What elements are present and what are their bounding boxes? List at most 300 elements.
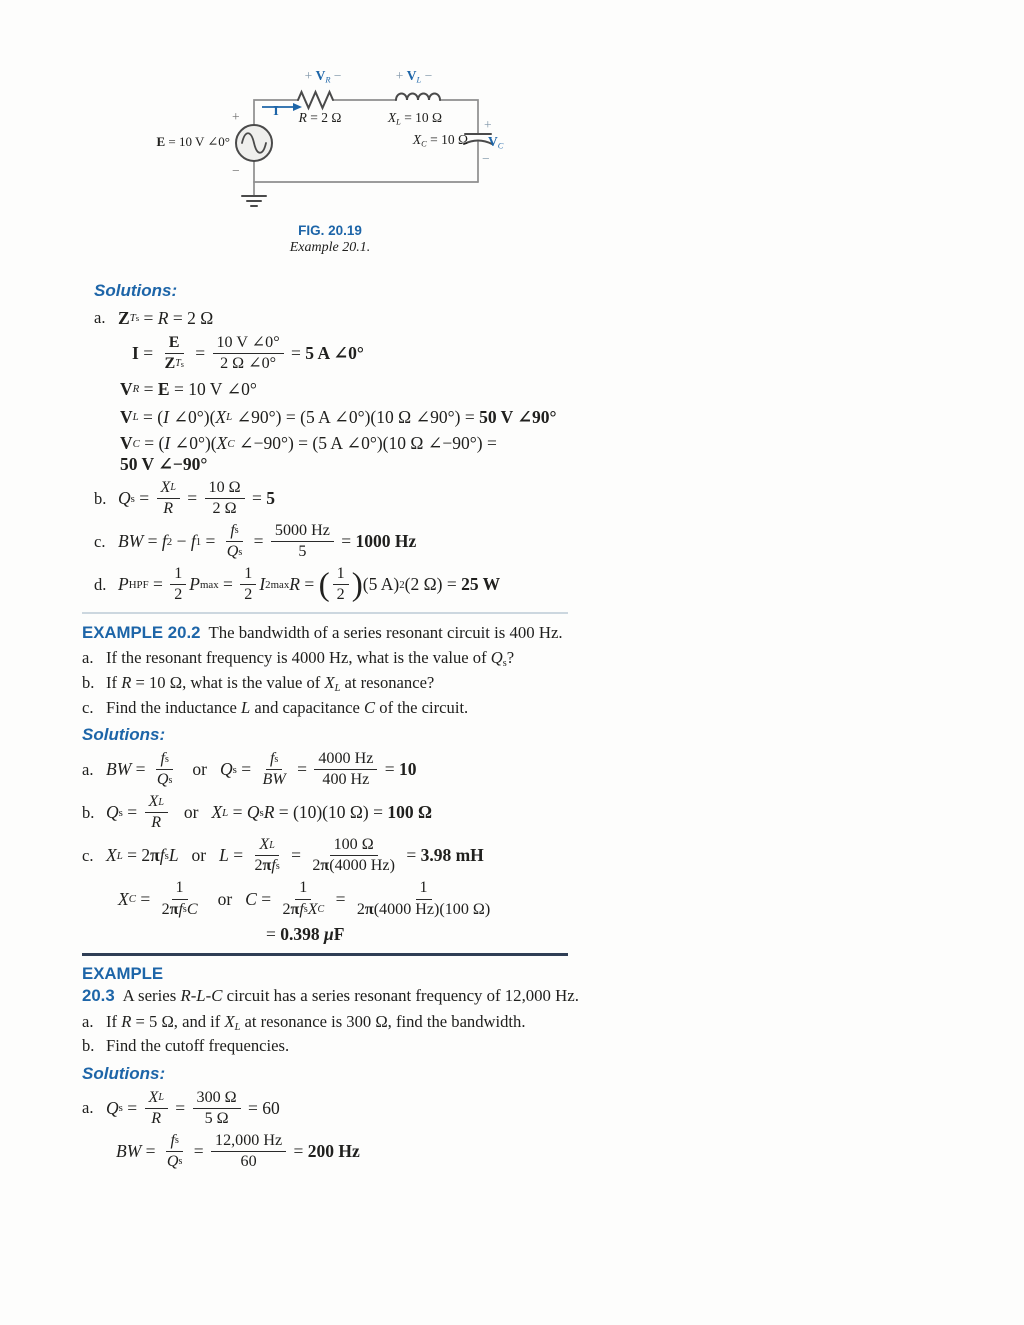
text-run: = — [289, 1141, 308, 1162]
line-content — [106, 836, 484, 875]
line-content — [120, 433, 580, 475]
text-run: E — [156, 134, 166, 149]
solutions-heading: Solutions: — [94, 281, 178, 300]
text-run: BW — [116, 1141, 142, 1162]
text-run: L — [416, 75, 422, 85]
text-run: R — [163, 500, 174, 518]
text-run: = — [228, 802, 247, 823]
text-run: Q — [118, 488, 131, 509]
text-run: If — [106, 673, 122, 693]
solutions-heading: Solutions: — [82, 725, 166, 745]
text-run: π — [320, 857, 330, 875]
text-run: Z — [118, 307, 130, 328]
text-run: 2 — [356, 900, 365, 918]
text-run: and capacitance — [250, 697, 365, 717]
text-run: s — [274, 753, 279, 765]
text-run: + — [232, 109, 240, 124]
text-run: 1 — [336, 565, 345, 583]
text-run: f — [269, 750, 275, 768]
text-run: or — [191, 845, 207, 866]
text-run: BW — [118, 531, 144, 552]
text-run: = — [218, 574, 238, 595]
text-run: F — [333, 924, 345, 945]
text-run: 1 — [299, 879, 308, 897]
vc-label — [488, 134, 503, 150]
text-run: − — [172, 531, 191, 552]
equation-line — [94, 522, 580, 561]
text-run: V — [120, 378, 133, 399]
equation-block-20-3 — [82, 1089, 574, 1171]
list-item — [82, 672, 574, 695]
fraction — [213, 334, 284, 373]
item-label: a. — [82, 1011, 94, 1031]
text-run: 2 Ω ∠0° — [220, 355, 277, 373]
inductor-symbol — [396, 94, 440, 101]
line-content — [120, 379, 257, 400]
text-run: L — [396, 117, 401, 127]
text-run: f — [161, 531, 167, 552]
text-run: BW — [106, 759, 132, 780]
text-run: V — [120, 406, 133, 427]
text-run: A series — [122, 986, 181, 1006]
text-run: s — [303, 903, 308, 915]
text-run: = — [256, 888, 276, 909]
fraction — [308, 836, 399, 875]
text-run: + — [304, 68, 316, 83]
text-run: 2 — [174, 586, 183, 604]
fraction — [223, 522, 247, 561]
fraction — [259, 750, 290, 789]
text-run: 0.398 — [280, 924, 324, 945]
example-20-3-heading-line — [82, 963, 579, 1008]
item-label: a. — [82, 759, 94, 779]
text-run: (4000 Hz)(100 Ω) — [373, 900, 491, 918]
text-run: ∠90°) = (5 A ∠0°)(10 Ω ∠90°) = — [232, 406, 480, 427]
line-content — [266, 924, 344, 945]
text-run: f — [178, 900, 183, 918]
text-run: T — [129, 312, 136, 324]
text-run: If the resonant frequency is 4000 Hz, what is the value of — [106, 648, 491, 668]
text-run: s — [180, 359, 184, 369]
equation-line — [94, 433, 580, 475]
text-run: 1 — [175, 879, 184, 897]
fraction — [240, 565, 256, 604]
vr-polarity-label — [293, 68, 353, 84]
item-label: a. — [82, 1098, 94, 1118]
text-run: X — [215, 406, 227, 427]
text-run: = 5 Ω, and if — [131, 1011, 225, 1031]
text-run: 1000 Hz — [355, 531, 417, 552]
text-run: s — [118, 1102, 123, 1115]
text-run: L — [170, 482, 176, 494]
text-run: = — [139, 307, 158, 328]
item-label: a. — [94, 308, 106, 327]
vc-minus-sign — [482, 151, 490, 167]
text-run: Z — [164, 355, 176, 373]
text-run: + — [395, 68, 407, 83]
text-run: max — [270, 578, 290, 591]
text-run: = — [249, 531, 268, 552]
example-20-2-items — [82, 647, 574, 718]
fraction — [205, 479, 245, 518]
figure-caption-number: FIG. 20.19 — [298, 223, 362, 238]
text-run: 50 V ∠90° — [479, 406, 557, 427]
line-content — [116, 1132, 360, 1171]
text-run: = — [299, 574, 319, 595]
text-run: s — [275, 860, 280, 872]
solutions-heading: Solutions: — [82, 1063, 166, 1083]
text-run: 5 — [298, 543, 307, 561]
text-run: 4000 Hz — [318, 750, 374, 768]
text-run: 2 — [254, 857, 263, 875]
text-run: s — [182, 903, 187, 915]
text-run: = — [182, 488, 202, 509]
text-run: 2 — [282, 900, 291, 918]
item-label: a. — [82, 648, 94, 668]
item-label: c. — [94, 531, 106, 551]
text-run: X — [307, 900, 318, 918]
text-run: 2 — [336, 586, 345, 604]
inductor-value-label — [372, 110, 458, 126]
text-run: = 2 Ω — [306, 110, 342, 125]
text-run: + — [484, 117, 492, 132]
fraction — [170, 565, 186, 604]
text-run: X — [224, 1011, 235, 1031]
text-run: Q — [246, 802, 260, 823]
text-run: − — [421, 68, 433, 83]
text-run: E — [157, 378, 170, 399]
example-20-2-intro — [208, 623, 562, 642]
text-run: X — [148, 793, 159, 811]
text-run: Q — [166, 1153, 179, 1171]
text-run: 2 — [312, 857, 321, 875]
line-content — [106, 750, 416, 789]
list-item — [82, 697, 574, 719]
ground-symbol — [242, 196, 266, 206]
text-run: 10 — [398, 759, 417, 780]
source-value-label — [148, 134, 230, 150]
vc-plus-sign — [484, 117, 492, 133]
text-run: = — [266, 924, 281, 945]
text-run: μ — [324, 924, 334, 945]
text-run: 100 Ω — [387, 802, 432, 823]
item-label: d. — [94, 574, 107, 594]
item-label: b. — [82, 802, 95, 822]
equation-line — [82, 1132, 574, 1171]
line-content — [106, 1089, 280, 1128]
text-run: (4000 Hz) — [329, 857, 395, 875]
text-run: X — [259, 836, 270, 854]
text-run: R — [157, 307, 169, 328]
text-run: = — [135, 888, 155, 909]
fraction — [163, 1132, 187, 1171]
text-run: HPF — [128, 578, 149, 591]
text-run: L — [222, 806, 229, 819]
text-run: π — [262, 857, 272, 875]
resistor-value-label — [282, 110, 358, 126]
text-run: I — [273, 104, 279, 119]
text-run: Q — [226, 543, 239, 561]
text-run: = — [141, 1141, 160, 1162]
list-item — [82, 1011, 574, 1034]
text-run: 60 — [240, 1153, 257, 1171]
example-20-2-label: EXAMPLE 20.2 — [82, 623, 201, 642]
text-run: 1 — [244, 565, 253, 583]
text-run: 400 Hz — [322, 771, 370, 789]
text-run: L — [168, 845, 179, 866]
text-run: L — [158, 1092, 164, 1104]
source-plus-sign — [232, 109, 240, 125]
text-run: P — [118, 574, 129, 595]
text-run: X — [216, 433, 228, 454]
text-run: 2 — [166, 535, 173, 548]
equation-line — [94, 565, 580, 604]
text-run: Q — [106, 1097, 119, 1118]
text-run: I — [132, 343, 139, 364]
equation-line — [82, 1089, 574, 1128]
text-run: 10 V ∠0° — [216, 334, 280, 351]
text-run: = — [170, 1097, 190, 1118]
list-item — [82, 1035, 574, 1057]
text-run: s — [164, 849, 169, 862]
text-run: s — [118, 806, 123, 819]
text-run: s — [238, 546, 243, 558]
text-run: = — [138, 343, 158, 364]
example-20-2-heading-line — [82, 622, 574, 644]
equation-line — [82, 836, 574, 875]
text-run: C — [364, 697, 376, 717]
fraction — [193, 1089, 241, 1128]
text-run: 2 — [265, 578, 271, 591]
text-run: = — [247, 488, 267, 509]
text-run: C — [497, 141, 504, 151]
text-run: Q — [156, 771, 169, 789]
text-run: s — [232, 763, 237, 776]
fraction — [271, 522, 334, 561]
text-run: s — [164, 753, 169, 765]
text-run: = — [143, 531, 162, 552]
text-run: 2 — [244, 586, 253, 604]
text-run: 300 Ω — [196, 1088, 237, 1106]
text-run: ∠0°)( — [168, 406, 216, 427]
text-run: X — [160, 479, 171, 497]
text-run: I — [163, 406, 169, 427]
example-20-3-intro — [123, 986, 579, 1005]
line-content — [118, 565, 500, 604]
text-run: π — [364, 900, 374, 918]
text-run: = — [148, 574, 168, 595]
text-run: X — [387, 110, 397, 125]
text-run: − — [232, 163, 240, 178]
text-run: Q — [106, 802, 119, 823]
text-run: = — [228, 845, 248, 866]
example-20-3-section — [82, 963, 579, 1175]
text-run: or — [183, 802, 199, 823]
fraction — [333, 565, 349, 604]
text-run: R — [132, 383, 140, 396]
fraction — [145, 1089, 168, 1128]
text-run: 12,000 Hz — [215, 1132, 283, 1149]
line-content — [106, 672, 434, 695]
text-run: V — [120, 433, 133, 454]
figure-caption-title: Example 20.1. — [289, 240, 371, 255]
text-run: = — [139, 378, 158, 399]
text-run: 5 Ω — [204, 1109, 229, 1127]
text-run: I — [259, 574, 266, 595]
item-label: c. — [82, 697, 94, 717]
fraction — [153, 750, 177, 789]
line-content — [106, 647, 514, 670]
text-run: = 10 Ω, what is the value of — [131, 673, 325, 693]
text-run: 25 W — [461, 574, 501, 595]
equation-line — [82, 750, 574, 789]
text-run: R — [263, 802, 275, 823]
fraction — [314, 750, 377, 789]
text-run: f — [170, 1132, 175, 1149]
fraction — [157, 479, 180, 518]
equation-line — [94, 479, 580, 518]
text-run: at resonance is 300 Ω, find the bandwidth. — [240, 1011, 526, 1031]
text-run: = — [401, 845, 421, 866]
line-content — [106, 793, 432, 832]
text-run: = — [292, 759, 312, 780]
text-run: C — [132, 437, 140, 450]
text-run: 2 — [161, 900, 170, 918]
text-run: 100 Ω — [333, 836, 374, 854]
text-run: 200 Hz — [307, 1141, 360, 1162]
text-run: or — [192, 759, 207, 780]
text-run: R — [121, 673, 132, 693]
fraction — [145, 793, 168, 832]
text-run: 5 — [266, 488, 275, 509]
text-run: P — [189, 574, 200, 595]
fraction — [211, 1132, 286, 1171]
text-run: C — [186, 900, 198, 918]
equation-line — [94, 306, 580, 330]
equation-line — [82, 793, 574, 832]
equation-block-20-2 — [82, 750, 574, 946]
text-run: T — [175, 358, 181, 370]
text-run: 1 — [195, 535, 202, 548]
section-divider-light — [82, 612, 568, 614]
text-run: ∠−90°) = (5 A ∠0°)(10 Ω ∠−90°) = — [234, 433, 502, 454]
item-label: b. — [82, 673, 95, 693]
text-run: R — [151, 1109, 162, 1127]
text-run: R-L-C — [180, 986, 223, 1006]
fraction — [250, 836, 283, 875]
text-run: = — [134, 488, 154, 509]
text-run: E — [168, 334, 180, 351]
text-run: = — [336, 531, 356, 552]
text-run: = — [131, 759, 150, 780]
fraction — [158, 879, 202, 918]
text-run: I — [164, 433, 171, 454]
text-run: 1 — [419, 879, 428, 897]
text-run: 2 Ω — [212, 500, 237, 518]
resistor-symbol — [298, 92, 333, 108]
equation-line — [82, 879, 574, 918]
text-run: f — [190, 531, 196, 552]
example-20-3-items — [82, 1011, 574, 1057]
text-run: C — [421, 139, 427, 149]
text-run: = 10 Ω — [426, 132, 468, 147]
capacitor-value-label — [384, 132, 468, 148]
text-run: ( — [318, 565, 330, 603]
text-run: 5000 Hz — [274, 522, 330, 540]
example-20-1-solutions — [94, 279, 580, 608]
text-run: s — [174, 1135, 179, 1147]
line-content — [106, 697, 468, 719]
equation-line — [82, 923, 574, 947]
text-run: ) — [351, 565, 363, 603]
text-run: C — [227, 437, 235, 450]
text-run: (2 Ω) = — [404, 574, 462, 595]
text-run: X — [118, 888, 129, 909]
text-run: X — [148, 1088, 159, 1106]
line-content — [120, 407, 557, 428]
text-run: V — [406, 68, 417, 83]
text-run: = — [122, 1097, 142, 1118]
text-run: 50 V ∠−90° — [120, 454, 208, 475]
text-run: π — [169, 900, 179, 918]
text-run: L — [116, 849, 123, 862]
text-run: s — [259, 806, 264, 819]
line-content — [118, 879, 497, 918]
text-run: = ( — [139, 433, 165, 454]
text-run: = — [286, 343, 306, 364]
text-run: max — [199, 578, 219, 591]
text-run: = — [201, 531, 220, 552]
text-run: s — [135, 313, 140, 323]
text-run: Q — [490, 648, 503, 668]
text-run: 1 — [174, 565, 183, 583]
text-run: = 10 V ∠0° — [169, 378, 257, 399]
text-run: = 10 V ∠0° — [165, 134, 230, 149]
example-20-3-label: EXAMPLE 20.3 — [82, 964, 164, 1006]
text-run: 10 Ω — [208, 479, 241, 497]
item-label: c. — [82, 845, 94, 865]
text-run: L — [241, 697, 251, 717]
line-content — [118, 522, 416, 561]
text-run: = 10 Ω — [400, 110, 443, 125]
text-run: = — [189, 1141, 209, 1162]
text-run: L — [158, 796, 164, 808]
line-content — [118, 308, 213, 329]
text-run: s — [168, 774, 173, 786]
text-run: = 2 — [122, 845, 151, 866]
text-run: or — [217, 888, 233, 909]
equation-line — [94, 377, 580, 401]
vl-polarity-label — [384, 68, 444, 84]
list-item — [82, 647, 574, 670]
text-run: of the circuit. — [375, 697, 469, 717]
text-run: f — [230, 522, 235, 540]
fraction — [278, 879, 328, 918]
text-run: C — [245, 888, 257, 909]
text-run: Q — [220, 759, 233, 780]
text-run: s — [178, 1156, 183, 1168]
text-run: π — [290, 900, 300, 918]
circuit-figure — [0, 0, 1024, 270]
source-minus-sign — [232, 163, 240, 179]
text-run: f — [159, 845, 165, 866]
text-run: C — [317, 903, 325, 915]
text-run: Find the cutoff frequencies. — [106, 1036, 290, 1056]
text-run: The bandwidth of a series resonant circuit is 400 Hz. — [208, 623, 563, 642]
text-run: X — [412, 132, 422, 147]
text-run: L — [334, 682, 341, 694]
text-run: = — [190, 343, 210, 364]
